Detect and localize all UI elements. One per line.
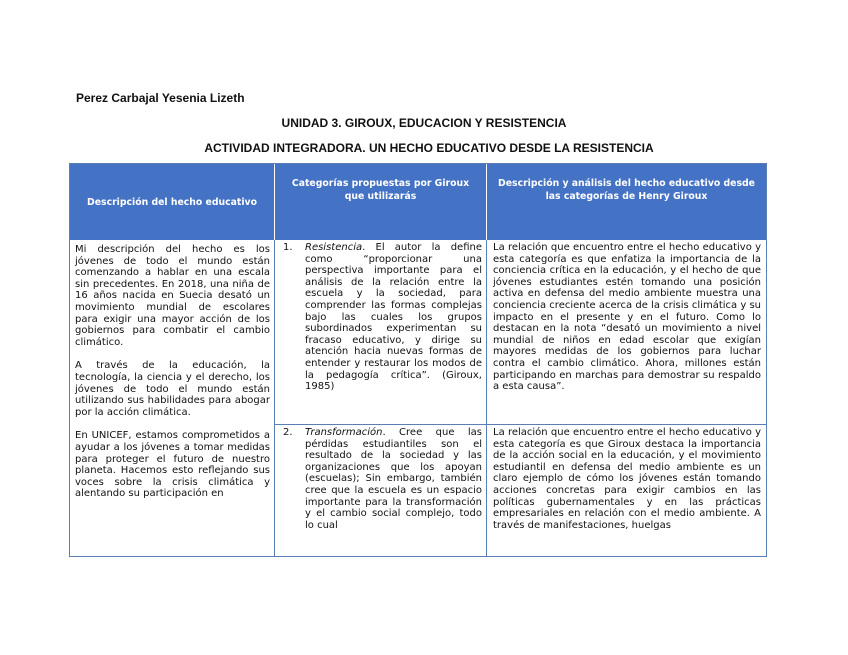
description-paragraph: A través de la educación, la tecnología, la ciencia y el derecho, los jóvenes de todo el mundo están utilizando sus habilidades para abogar por la acción climática. (75, 360, 270, 418)
list-number: 1. (283, 242, 293, 253)
activity-title: ACTIVIDAD INTEGRADORA. UN HECHO EDUCATIVO DESDE LA RESISTENCIA (204, 141, 654, 155)
author-name: Perez Carbajal Yesenia Lizeth (76, 91, 245, 105)
table-header-row (70, 164, 766, 240)
header-categories: Categorías propuestas por Giroux que utilizarás (275, 164, 487, 240)
table-body (70, 240, 766, 557)
unit-title: UNIDAD 3. GIROUX, EDUCACION Y RESISTENCIA (281, 116, 567, 130)
category-definition: . El autor la define como “proporcionar una perspectiva importante para el análisis de la relación entre la escuela y la sociedad, para comprender las formas complejas bajo las cuales los grupos subordinados experimentan su fracaso educativo, y dirige su atención hacia nuevas formas de entender y restaurar los modos de la pedagogía crítica”. (Giroux, 1985) (305, 242, 482, 393)
category-rows (275, 240, 766, 557)
list-number: 2. (283, 427, 293, 438)
category-cell (275, 240, 487, 424)
description-cell (70, 240, 275, 557)
table-row (275, 240, 766, 425)
category-text (305, 427, 482, 557)
table-row (275, 425, 766, 557)
analysis-cell: La relación que encuentro entre el hecho educativo y esta categoría es que Giroux destaca la importancia de la acción social en la educación, y el movimiento estudiantil en defensa del medio ambiente es un claro ejemplo de cómo los jóvenes están tomando acciones concretas para exigir cambios en las políticas gubernamentales y en las prácticas empresariales en relación con el medio ambiente. A través de manifestaciones, huelgas (493, 427, 761, 531)
category-name: Resistencia (305, 242, 363, 253)
header-description: Descripción del hecho educativo (70, 164, 275, 240)
category-name: Transformación (305, 427, 383, 438)
category-definition: . Cree que las pérdidas estudiantiles son el resultado de la sociedad y las organizaciones que los apoyan (escuelas); Sin embargo, también cree que la escuela es un espacio importante para la transformación y el cambio social complejo, todo lo cual (305, 427, 482, 531)
analysis-table (69, 163, 767, 557)
category-cell (275, 425, 487, 557)
analysis-cell: La relación que encuentro entre el hecho educativo y esta categoría es que enfatiza la importancia de la conciencia crítica en la educación, y el hecho de que jóvenes estudiantes estén tomando una posición activa en defensa del medio ambiente muestra una conciencia creciente acerca de la crisis climática y su impacto en el presente y en el futuro. Como lo destacan en la nota “desató un movimiento a nivel mundial de niños en edad escolar que exigían mayores medidas de los gobiernos para luchar contra el cambio climático. Ahora, millones están participando en marchas para demostrar su respaldo a esta causa”. (493, 242, 761, 393)
description-paragraph: En UNICEF, estamos comprometidos a ayudar a los jóvenes a tomar medidas para proteger el futuro de nuestro planeta. Hacemos esto reflejando sus voces sobre la crisis climática y alentando su participación en (75, 430, 270, 500)
header-analysis: Descripción y análisis del hecho educativo desde las categorías de Henry Giroux (498, 178, 755, 202)
description-paragraph: Mi descripción del hecho es los jóvenes de todo el mundo están comenzando a hablar en una escala sin precedentes. En 2018, una niña de 16 años nacida en Suecia desató un movimiento mundial de escolares para exigir una mayor acción de los gobiernos para combatir el cambio climático. (75, 244, 270, 348)
category-text (305, 242, 482, 424)
